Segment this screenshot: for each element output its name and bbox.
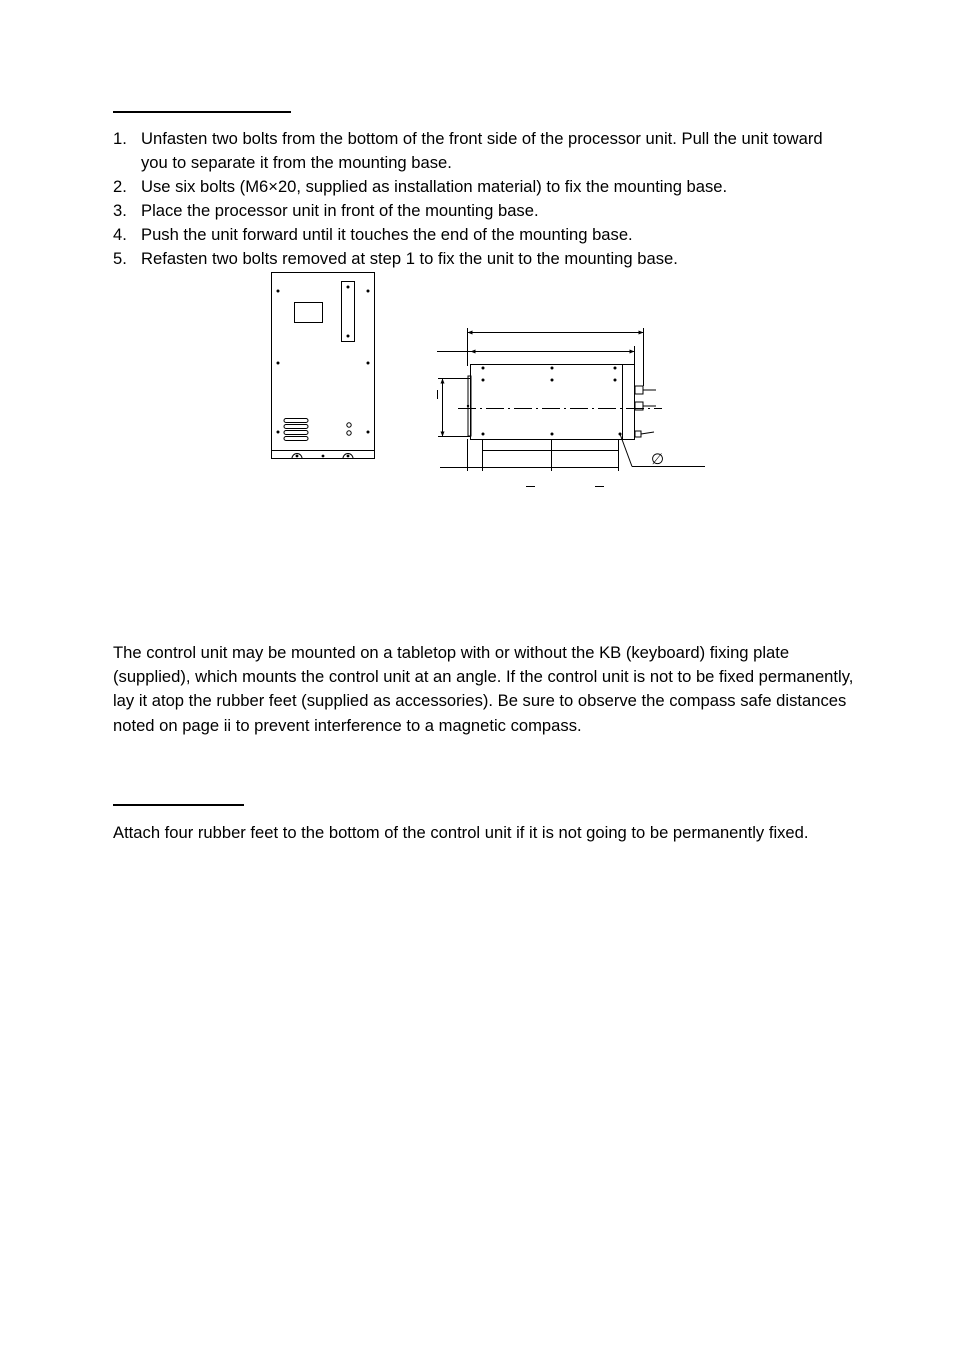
step-text: Unfasten two bolts from the bottom of the front side of the processor unit. Pull the unit toward you to separate it from the mounting base. (141, 129, 823, 172)
control-unit-paragraph: The control unit may be mounted on a tabletop with or without the KB (keyboard) fixing plate (supplied), which mounts the control unit at an angle. If the control unit is not to be fixed permanently, lay it atop the rubber feet (supplied as accessories). Be sure to observe the compass safe distances noted on page ii to prevent interference to a magnetic compass. (113, 643, 854, 735)
diameter-symbol: ∅ (651, 451, 665, 468)
list-item (113, 223, 853, 247)
list-item (113, 199, 853, 223)
step-text: Use six bolts (M6×20, supplied as installation material) to fix the mounting base. (141, 177, 728, 196)
procedure-steps-list (113, 127, 853, 271)
step-number: 3. (113, 201, 127, 220)
subsection-heading-rule (113, 804, 244, 806)
list-item (113, 175, 853, 199)
step-text: Place the processor unit in front of the mounting base. (141, 201, 539, 220)
step-number: 5. (113, 249, 127, 268)
step-number: 1. (113, 129, 127, 148)
list-item (113, 127, 853, 175)
step-text: Refasten two bolts removed at step 1 to fix the unit to the mounting base. (141, 249, 678, 268)
step-text: Push the unit forward until it touches the end of the mounting base. (141, 225, 633, 244)
step-number: 2. (113, 177, 127, 196)
step-number: 4. (113, 225, 127, 244)
list-item (113, 247, 853, 271)
section-heading-rule (113, 111, 291, 113)
processor-unit-side-view (432, 326, 708, 494)
rubber-feet-paragraph: Attach four rubber feet to the bottom of the control unit if it is not going to be permanently fixed. (113, 823, 809, 842)
processor-unit-front-view (266, 268, 380, 464)
